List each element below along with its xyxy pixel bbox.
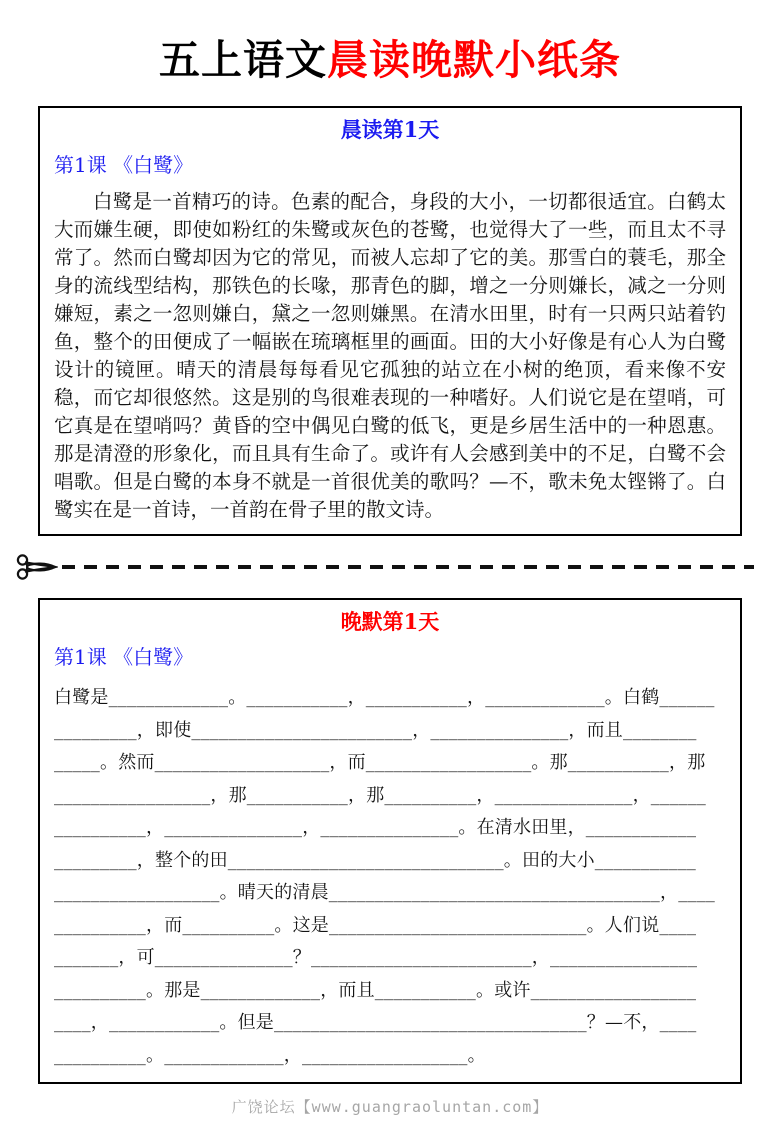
- dictation-line: __________________。晴天的清晨____________________________________，____: [54, 882, 715, 903]
- dictation-line: __________，而__________。这是____________________________。人们说____: [54, 914, 697, 936]
- morning-reading-box: [38, 106, 742, 536]
- dictation-line: _________________，那___________，那__________，_______________，______: [54, 784, 706, 806]
- evening-dictation-box: [38, 598, 742, 1084]
- dictation-line: __________。那是_____________，而且___________。或许__________________: [54, 979, 697, 1001]
- dictation-line: _________，即使________________________，_______________，而且________: [54, 719, 697, 741]
- dictation-line: 白鹭是_____________。___________，___________，_____________。白鹤______: [54, 687, 715, 708]
- morning-lesson-title: 第1课 《白鹭》: [54, 153, 194, 177]
- dictation-line: __________。_____________，__________________。: [54, 1044, 486, 1066]
- scissors-icon: [16, 552, 58, 582]
- dictation-line: _____。然而___________________，而__________________。那___________，那: [54, 752, 706, 773]
- dictation-line: ____，____________。但是__________________________________？—不，____: [54, 1012, 697, 1033]
- dictation-lines: [54, 682, 726, 1072]
- page-title-red: 晨读晚默小纸条: [327, 36, 621, 84]
- evening-lesson-title: 第1课 《白鹭》: [54, 645, 194, 669]
- dictation-line: _______，可_______________？________________________，________________: [54, 947, 698, 968]
- dictation-line: __________，_______________，_______________。在清水田里，____________: [54, 817, 697, 838]
- morning-box-header: 晨读第1天: [340, 117, 440, 142]
- dictation-line: _________，整个的田______________________________。田的大小___________: [54, 849, 696, 871]
- reading-passage-text: 白鹭是一首精巧的诗。色素的配合，身段的大小，一切都很适宜。白鹤太大而嫌生硬，即使如粉红的朱鹭或灰色的苍鹭，也觉得大了一些，而且太不寻常了。然而白鹭却因为它的常见，而被人忘却了它的美。那雪白的蓑毛，那全身的流线型结构，那铁色的长喙，那青色的脚，增之一分则嫌长，减之一分则嫌短，素之一忽则嫌白，黛之一忽则嫌黑。在清水田里，时有一只两只站着钓鱼，整个的田便成了一幅嵌在琉璃框里的画面。田的大小好像是有心人为白鹭设计的镜匣。晴天的清晨每每看见它孤独的站立在小树的绝顶，看来像不安稳，而它却很悠然。这是别的鸟很难表现的一种嗜好。人们说它是在望哨，可它真是在望哨吗？黄昏的空中偶见白鹭的低飞，更是乡居生活中的一种恩惠。那是清澄的形象化，而且具有生命了。或许有人会感到美中的不足，白鹭不会唱歌。但是白鹭的本身不就是一首很优美的歌吗？—不，歌未免太铿锵了。白鹭实在是一首诗，一首韵在骨子里的散文诗。: [54, 190, 726, 521]
- page-title: [0, 34, 780, 86]
- cut-line-row: [0, 536, 780, 598]
- cut-dashed-line: [62, 565, 754, 569]
- evening-box-header: 晚默第1天: [340, 609, 440, 634]
- footer-credit: 广饶论坛【www.guangraoluntan.com】: [231, 1098, 549, 1116]
- page-title-black: 五上语文: [159, 36, 327, 84]
